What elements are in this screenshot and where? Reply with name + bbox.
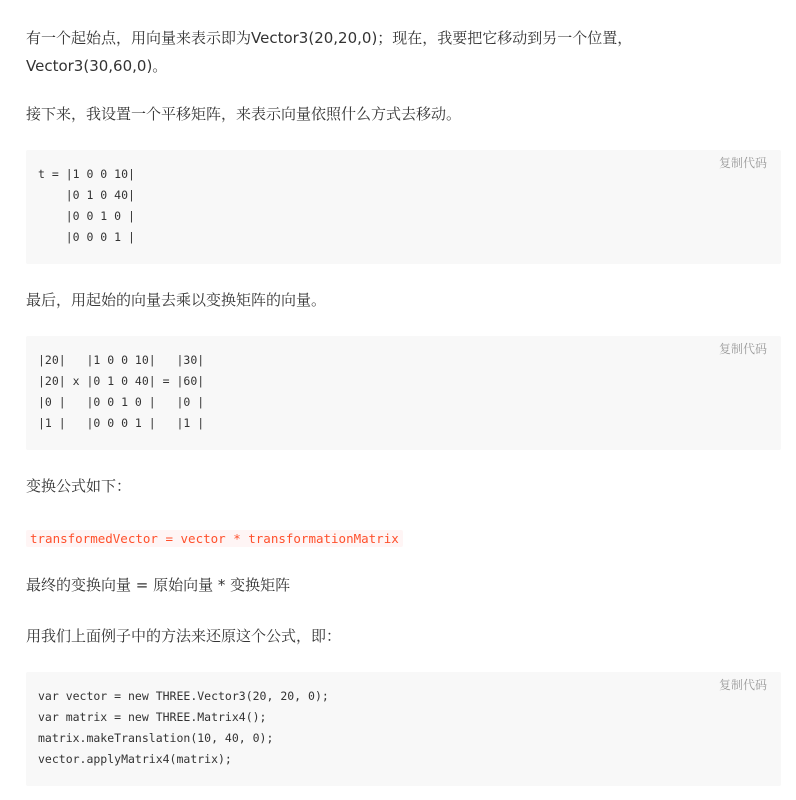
copy-code-button[interactable]: 复制代码 — [718, 678, 767, 692]
code-content: t = |1 0 0 10| |0 1 0 40| |0 0 1 0 | |0 0 0 1 | — [38, 167, 135, 244]
code-block-translation-matrix — [26, 150, 781, 264]
formula-intro-paragraph: 变换公式如下： — [26, 477, 132, 495]
copy-code-button[interactable]: 复制代码 — [718, 342, 767, 356]
translation-intro-paragraph: 接下来，我设置一个平移矩阵，来表示向量依照什么方式去移动。 — [26, 105, 462, 123]
inline-code-formula: transformedVector = vector * transformationMatrix — [26, 530, 403, 547]
code-block-threejs — [26, 672, 781, 786]
formula-paragraph — [26, 528, 403, 547]
code-block-multiplication — [26, 336, 781, 450]
multiply-intro-paragraph: 最后，用起始的向量去乘以变换矩阵的向量。 — [26, 291, 327, 309]
final-vector-paragraph: 最终的变换向量 = 原始向量 * 变换矩阵 — [26, 576, 291, 594]
intro-paragraph-line-2: Vector3(30,60,0)。 — [26, 57, 168, 75]
intro-paragraph-line-1: 有一个起始点，用向量来表示即为Vector3(20,20,0)；现在，我要把它移动到另一个位置， — [26, 29, 633, 47]
restore-paragraph: 用我们上面例子中的方法来还原这个公式，即： — [26, 627, 342, 645]
code-content: var vector = new THREE.Vector3(20, 20, 0); var matrix = new THREE.Matrix4(); matrix.makeTranslation(10, 40, 0); vector.applyMatrix4(matrix); — [38, 689, 329, 766]
copy-code-button[interactable]: 复制代码 — [718, 156, 767, 170]
code-content: |20| |1 0 0 10| |30| |20| x |0 1 0 40| = |60| |0 | |0 0 1 0 | |0 | |1 | |0 0 0 1 | |1 | — [38, 353, 205, 430]
